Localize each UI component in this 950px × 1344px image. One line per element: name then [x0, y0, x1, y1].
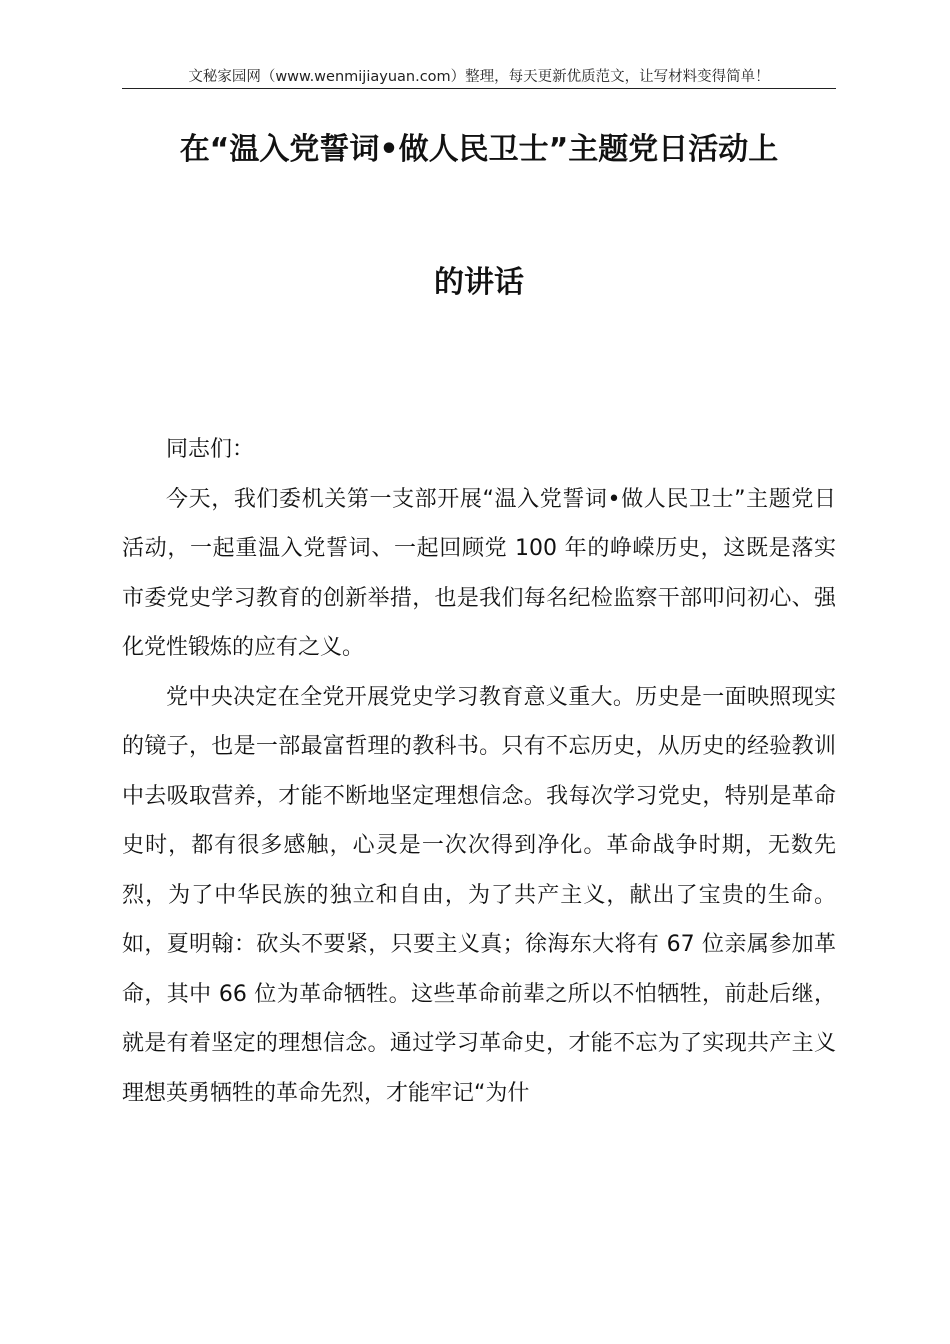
document-body [122, 425, 836, 1118]
paragraph-2: 党中央决定在全党开展党史学习教育意义重大。历史是一面映照现实的镜子，也是一部最富哲理的教科书。只有不忘历史，从历史的经验教训中去吸取营养，才能不断地坚定理想信念。我每次学习党史，特别是革命史时，都有很多感触，心灵是一次次得到净化。革命战争时期，无数先烈，为了中华民族的独立和自由，为了共产主义，献出了宝贵的生命。如，夏明翰：砍头不要紧，只要主义真；徐海东大将有 67 位亲属参加革命，其中 66 位为革命牺牲。这些革命前辈之所以不怕牺牲，前赴后继，就是有着坚定的理想信念。通过学习革命史，才能不忘为了实现共产主义理想英勇牺牲的革命先烈，才能牢记“为什 [122, 684, 836, 1106]
document-title-line-1: 在“温入党誓词•做人民卫士”主题党日活动上 [179, 132, 779, 167]
paragraph-1: 今天，我们委机关第一支部开展“温入党誓词•做人民卫士”主题党日活动，一起重温入党誓词、一起回顾党 100 年的峥嵘历史，这既是落实市委党史学习教育的创新举措，也是我们每名纪检监察干部叩问初心、强化党性锻炼的应有之义。 [122, 486, 836, 660]
header-divider [122, 88, 836, 89]
greeting: 同志们： [166, 437, 255, 462]
document-title-line-2: 的讲话 [434, 265, 524, 300]
site-header: 文秘家园网（www.wenmijiayuan.com）整理，每天更新优质范文，让写材料变得简单！ [188, 69, 770, 85]
